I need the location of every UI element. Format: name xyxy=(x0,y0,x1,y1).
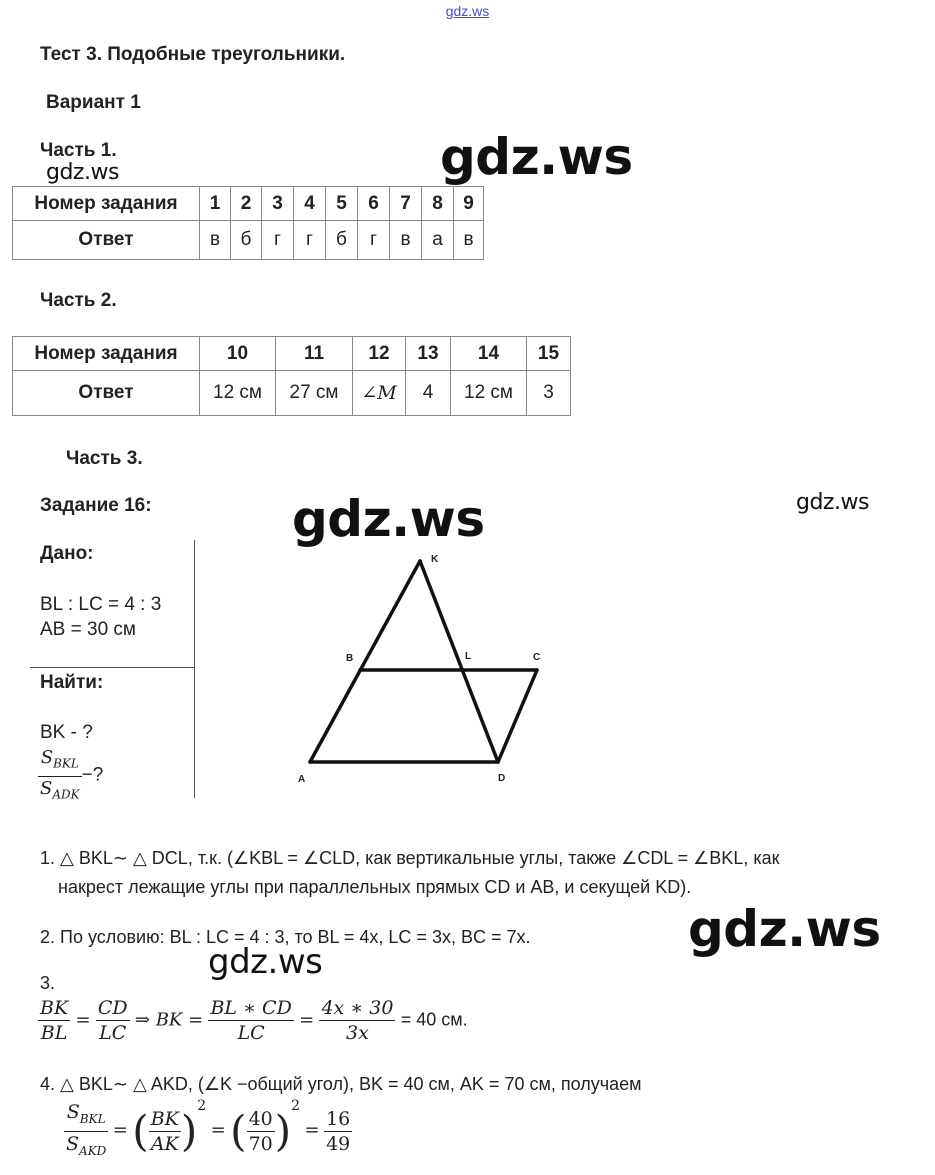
operator: = xyxy=(75,1009,91,1031)
watermark-link-top[interactable]: gdz.ws xyxy=(445,3,490,19)
operator: = xyxy=(210,1119,226,1141)
segment-ka xyxy=(310,561,420,762)
part3-heading: Часть 3. xyxy=(66,448,143,469)
table-row xyxy=(13,221,484,260)
fraction-denominator: LC xyxy=(237,1022,265,1044)
left-paren: ( xyxy=(132,1106,149,1156)
task-number-cell: 9 xyxy=(454,187,484,221)
table-row xyxy=(13,187,484,221)
answer-cell: 4 xyxy=(406,371,451,416)
segment-kd xyxy=(420,561,498,762)
left-paren: ( xyxy=(230,1106,247,1156)
solution-step-3-label: 3. xyxy=(40,973,56,993)
right-paren: ) xyxy=(274,1106,292,1156)
fraction-denominator: 49 xyxy=(326,1132,351,1155)
point-label-l: L xyxy=(465,651,472,662)
answer-cell: 12 см xyxy=(200,371,276,416)
watermark: gdz.ws xyxy=(292,490,485,548)
solution-step-1-line-1: 1. △ BKL∼ △ DCL, т.к. (∠KBL = ∠CLD, как вертикальные углы, также ∠CDL = ∠BKL, как xyxy=(40,848,780,868)
fraction-numerator: 40 xyxy=(248,1107,273,1130)
table-row xyxy=(13,371,571,416)
implication-text: ⇒ BK = xyxy=(134,1009,204,1031)
given-ratio: BL : LC = 4 : 3 xyxy=(40,594,162,615)
fraction-numerator: BL ∗ CD xyxy=(210,997,292,1019)
geometry-figure xyxy=(290,548,560,793)
task-number-cell: 11 xyxy=(276,337,353,371)
answer-cell: г xyxy=(262,221,294,260)
exponent: 2 xyxy=(197,1098,207,1114)
task-number-cell: 1 xyxy=(200,187,231,221)
task-number-cell: 2 xyxy=(231,187,262,221)
task16-heading: Задание 16: xyxy=(40,495,152,516)
watermark: gdz.ws xyxy=(208,942,323,982)
fraction-denominator: AK xyxy=(150,1132,179,1155)
answer-cell: 27 см xyxy=(276,371,353,416)
task-number-cell: 12 xyxy=(353,337,406,371)
solution-step-1-line-2: накрест лежащие углы при параллельных прямых CD и AB, и секущей KD). xyxy=(58,877,692,897)
fraction-numerator: 16 xyxy=(326,1107,351,1130)
task-number-cell: 3 xyxy=(262,187,294,221)
answer-cell: г xyxy=(294,221,326,260)
subscript: AKD xyxy=(79,1143,107,1158)
solution-step-3-formula xyxy=(38,996,468,1045)
given-divider-horizontal xyxy=(30,667,195,668)
fraction-denominator: 3x xyxy=(346,1022,369,1044)
task-number-cell: 15 xyxy=(527,337,571,371)
task-number-cell: 8 xyxy=(422,187,454,221)
find-bk: BK - ? xyxy=(40,722,93,743)
task-number-cell: 7 xyxy=(390,187,422,221)
operator: = xyxy=(299,1009,315,1031)
fraction-denominator: 70 xyxy=(248,1132,273,1155)
given-divider-vertical xyxy=(194,540,195,798)
answer-cell: в xyxy=(454,221,484,260)
fraction-numerator: CD xyxy=(97,997,128,1019)
fraction-denominator: LC xyxy=(99,1022,127,1044)
part2-heading: Часть 2. xyxy=(40,290,117,311)
page-title: Тест 3. Подобные треугольники. xyxy=(40,44,346,65)
segment-cd xyxy=(498,670,537,762)
fraction-numerator: BK xyxy=(150,1107,179,1130)
subscript: ADK xyxy=(52,787,80,802)
solution-step-2: 2. По условию: BL : LC = 4 : 3, то BL = 4x, LC = 3x, BC = 7x. xyxy=(40,927,531,947)
subscript: BKL xyxy=(79,1111,106,1126)
table-header-cell: Номер задания xyxy=(13,187,200,221)
solution-step-4: 4. △ BKL∼ △ AKD, (∠K −общий угол), BK = 40 см, AK = 70 см, получаем xyxy=(40,1074,642,1094)
point-label-k: K xyxy=(431,554,439,565)
fraction-numerator: BK xyxy=(40,997,69,1019)
task-number-cell: 4 xyxy=(294,187,326,221)
watermark: gdz.ws xyxy=(688,900,881,958)
answer-cell: б xyxy=(231,221,262,260)
fraction-numerator: 4x ∗ 30 xyxy=(321,997,394,1019)
right-paren: ) xyxy=(180,1106,198,1156)
part2-answer-table xyxy=(12,336,571,416)
point-label-a: A xyxy=(298,774,306,785)
area-symbol: S xyxy=(40,777,53,799)
area-symbol: S xyxy=(66,1101,80,1123)
subscript: BKL xyxy=(53,756,79,771)
task-number-cell: 14 xyxy=(451,337,527,371)
watermark: gdz.ws xyxy=(440,128,633,186)
find-area-ratio xyxy=(38,746,103,806)
answer-cell: в xyxy=(200,221,231,260)
find-suffix: −? xyxy=(81,764,104,786)
given-length: AB = 30 см xyxy=(40,619,136,640)
answer-cell: б xyxy=(326,221,358,260)
watermark: gdz.ws xyxy=(796,490,869,515)
fraction-denominator: BL xyxy=(40,1022,68,1044)
area-symbol: S xyxy=(66,1132,80,1155)
exponent: 2 xyxy=(291,1098,301,1114)
task-number-cell: 5 xyxy=(326,187,358,221)
given-label: Дано: xyxy=(40,543,94,564)
task-number-cell: 10 xyxy=(200,337,276,371)
answer-cell: 12 см xyxy=(451,371,527,416)
task-number-cell: 6 xyxy=(358,187,390,221)
operator: = xyxy=(112,1119,128,1141)
find-label: Найти: xyxy=(40,672,104,693)
watermark: gdz.ws xyxy=(46,160,119,185)
answer-cell: в xyxy=(390,221,422,260)
part1-heading: Часть 1. xyxy=(40,140,117,161)
point-label-b: B xyxy=(346,653,354,664)
table-row xyxy=(13,337,571,371)
table-header-cell: Ответ xyxy=(13,221,200,260)
area-symbol: S xyxy=(40,747,54,768)
operator: = xyxy=(304,1119,320,1141)
table-header-cell: Номер задания xyxy=(13,337,200,371)
result-text: = 40 см. xyxy=(400,1009,468,1030)
table-header-cell: Ответ xyxy=(13,371,200,416)
answer-cell: а xyxy=(422,221,454,260)
answer-cell: 3 xyxy=(527,371,571,416)
part1-answer-table xyxy=(12,186,484,260)
answer-cell: ∠M xyxy=(353,371,406,416)
point-label-d: D xyxy=(498,773,506,784)
answer-cell: г xyxy=(358,221,390,260)
point-label-c: C xyxy=(533,652,541,663)
solution-step-4-formula xyxy=(64,1100,352,1163)
task-number-cell: 13 xyxy=(406,337,451,371)
variant-heading: Вариант 1 xyxy=(46,92,141,113)
